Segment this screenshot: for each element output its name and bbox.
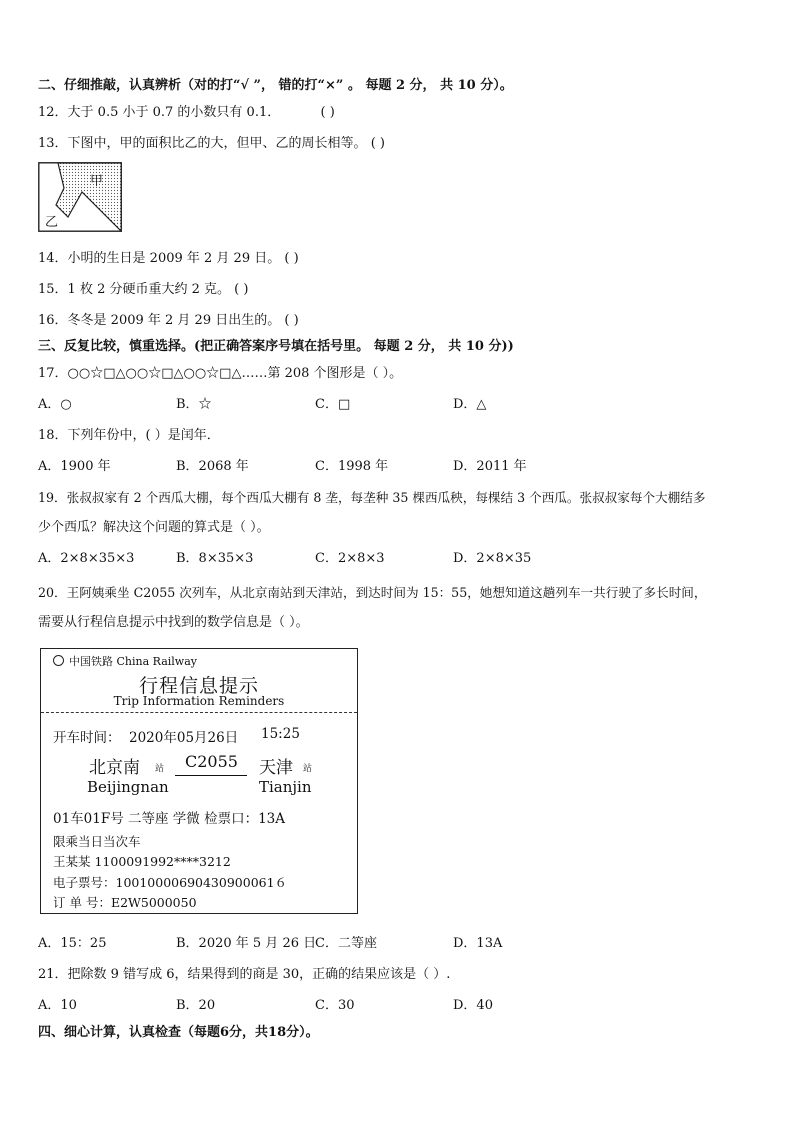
ticket-route-line — [175, 775, 247, 776]
label-jia: 甲 — [90, 174, 104, 189]
ticket-to-suffix: 站 — [303, 764, 313, 774]
q19-option-b[interactable]: B．8×35×3 — [176, 551, 254, 566]
question-13-text: 13．下图中，甲的面积比乙的大，但甲、乙的周长相等。 — [38, 136, 371, 151]
q18-option-d[interactable]: D．2011 年 — [453, 459, 527, 474]
answer-blank-12[interactable]: ( ) — [320, 105, 335, 120]
answer-blank-13[interactable]: ( ) — [370, 136, 385, 151]
question-13 — [38, 135, 385, 153]
q21-option-c[interactable]: C．30 — [315, 998, 355, 1013]
question-14 — [38, 250, 299, 268]
ticket-title: 行程信息提示 — [138, 675, 259, 697]
question-16-text: 16．冬冬是 2009 年 2 月 29 日出生的。 — [38, 313, 285, 328]
area-perimeter-figure — [38, 162, 122, 232]
q17-option-d[interactable]: D．△ — [453, 397, 487, 412]
ticket-train-number: C2055 — [185, 752, 238, 771]
ticket-to-cn: 天津 — [259, 758, 293, 778]
q20-option-b[interactable]: B．2020 年 5 月 26 日 — [176, 936, 317, 951]
q19-option-d[interactable]: D．2×8×35 — [453, 551, 532, 566]
ticket-divider — [41, 712, 357, 713]
q21-option-d[interactable]: D．40 — [453, 998, 493, 1013]
section-2-heading: 二、仔细推敲，认真辨析（对的打“√ ”， 错的打“×” 。 每题 2 分， 共 10 分）。 — [38, 78, 513, 93]
question-15 — [38, 281, 248, 299]
ticket-seat-line: 01车01F号 二等座 学微 检票口：13A — [53, 811, 286, 827]
ticket-depart-label: 开车时间： — [53, 730, 121, 746]
question-18-text: 18．下列年份中，( ）是闰年． — [38, 428, 220, 443]
question-19-line1: 19．张叔叔家有 2 个西瓜大棚，每个西瓜大棚有 8 垄，每垄种 35 棵西瓜秧，每棵结 3 个西瓜。张叔叔家每个大棚结多 — [38, 490, 706, 505]
q19-option-a[interactable]: A．2×8×35×3 — [38, 551, 135, 566]
q18-option-a[interactable]: A．1900 年 — [38, 459, 111, 474]
question-19-line2: 少个西瓜？解决这个问题的算式是（ ）。 — [38, 520, 270, 535]
q18-option-c[interactable]: C．1998 年 — [315, 459, 389, 474]
q19-option-c[interactable]: C．2×8×3 — [315, 551, 385, 566]
q17-option-b[interactable]: B．☆ — [176, 397, 212, 412]
answer-blank-14[interactable]: ( ) — [284, 251, 299, 266]
question-12-text: 12．大于 0.5 小于 0.7 的小数只有 0.1． — [38, 105, 281, 120]
ticket-from-en: Beijingnan — [87, 778, 169, 796]
question-12 — [38, 104, 335, 122]
question-14-text: 14．小明的生日是 2009 年 2 月 29 日。 — [38, 251, 281, 266]
ticket-brand: 中国铁路 China Railway — [69, 655, 197, 668]
ticket-note: 限乘当日当次车 — [53, 834, 141, 849]
q18-option-b[interactable]: B．2068 年 — [176, 459, 249, 474]
q20-option-d[interactable]: D．13A — [453, 936, 503, 951]
ticket-date: 2020年05月26日 — [129, 730, 239, 746]
china-railway-logo-icon — [53, 655, 64, 666]
question-20-line1: 20．王阿姨乘坐 C2055 次列车，从北京南站到天津站，到达时间为 15：55，她想知道这趟列车一共行驶了多长时间， — [38, 585, 707, 600]
question-17-text: 17．○○☆□△○○☆□△○○☆□△……第 208 个图形是（ ）。 — [38, 366, 403, 381]
question-21-text: 21．把除数 9 错写成 6，结果得到的商是 30，正确的结果应该是（ ）. — [38, 967, 451, 982]
answer-blank-16[interactable]: ( ) — [284, 313, 299, 328]
question-16 — [38, 312, 299, 330]
ticket-to-en: Tianjin — [259, 778, 312, 796]
q21-option-b[interactable]: B．20 — [176, 998, 216, 1013]
label-yi: 乙 — [45, 215, 59, 230]
ticket-order-number: 订 单 号：E2W5000050 — [53, 895, 197, 910]
q17-option-a[interactable]: A．○ — [38, 397, 72, 412]
section-4-heading: 四、细心计算，认真检查（每题6分，共18分）。 — [38, 1025, 319, 1040]
section-3-heading: 三、反复比较，慎重选择。(把正确答案序号填在括号里。 每题 2 分， 共 10 分)) — [38, 339, 514, 354]
answer-blank-15[interactable]: ( ) — [234, 282, 249, 297]
ticket-subtitle: Trip Information Reminders — [113, 694, 285, 708]
ticket-eticket-number: 电子票号：10010000690430900061６ — [53, 875, 288, 890]
ticket-passenger: 王某某 1100091992****3212 — [53, 854, 231, 869]
ticket-from-suffix: 站 — [155, 764, 165, 774]
q17-option-c[interactable]: C．□ — [315, 397, 351, 412]
ticket-time: 15:25 — [261, 726, 300, 742]
q20-option-c[interactable]: C．二等座 — [315, 936, 377, 951]
ticket-from-cn: 北京南 — [89, 758, 140, 778]
question-20-line2: 需要从行程信息提示中找到的数学信息是（ ）。 — [38, 615, 309, 630]
question-15-text: 15．1 枚 2 分硬币重大约 2 克。 — [38, 282, 235, 297]
trip-info-ticket — [40, 648, 358, 914]
q21-option-a[interactable]: A．10 — [38, 998, 77, 1013]
q20-option-a[interactable]: A．15：25 — [38, 936, 107, 951]
